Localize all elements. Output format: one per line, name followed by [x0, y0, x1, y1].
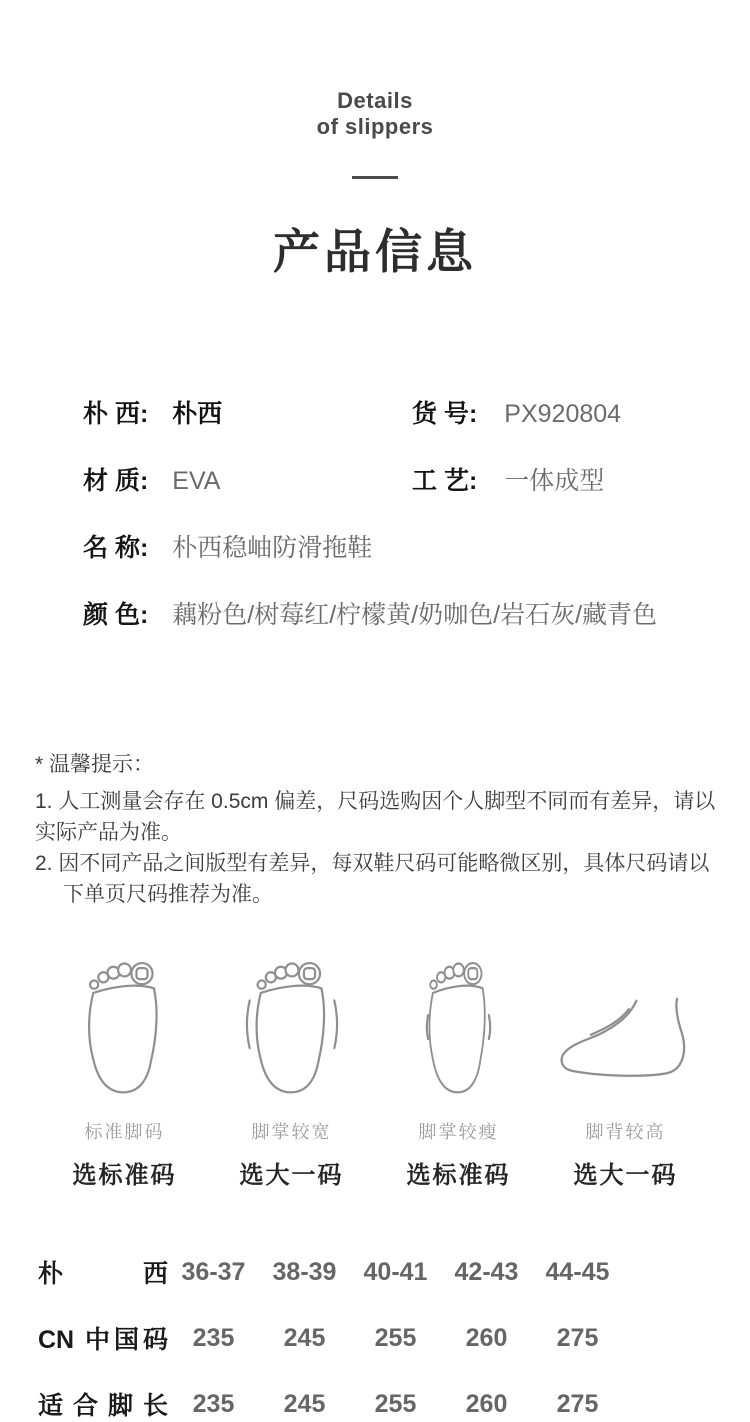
page-title: 产品信息	[273, 225, 477, 278]
foot-guide-section	[0, 956, 750, 1190]
size-cell: 245	[283, 1389, 326, 1418]
product-info-section	[0, 394, 750, 631]
size-cell: 275	[556, 1389, 599, 1418]
english-subtitle-line2: of slippers	[316, 114, 434, 139]
size-table-row-cn	[38, 1320, 750, 1356]
size-row-label: CN 中国码	[38, 1326, 168, 1354]
size-cell: 260	[465, 1389, 508, 1418]
size-cell: 255	[374, 1323, 417, 1352]
footprint-wide-icon	[244, 958, 340, 1096]
tips-section	[0, 749, 750, 910]
size-cell: 44-45	[545, 1257, 610, 1286]
foot-art-high-instep	[555, 956, 697, 1096]
foot-type-label: 脚掌较瘦	[418, 1122, 499, 1142]
size-table	[0, 1254, 750, 1422]
size-table-row-sizes	[38, 1254, 750, 1290]
size-cell: 235	[192, 1389, 235, 1418]
size-cell: 36-37	[181, 1257, 246, 1286]
foot-guide-high-instep	[542, 956, 709, 1190]
foot-advice-label: 选标准码	[72, 1162, 177, 1189]
foot-guide-narrow	[375, 956, 542, 1190]
tips-title: * 温馨提示：	[35, 753, 155, 776]
footprint-standard-icon	[83, 958, 166, 1096]
divider-line	[352, 176, 398, 179]
size-cell: 235	[192, 1323, 235, 1352]
tips-item-1: 1. 人工测量会存在 0.5cm 偏差，尺码选购因个人脚型不同而有差异，请以实际产品为准。	[35, 790, 716, 844]
info-row-4	[83, 595, 750, 631]
craft-field	[412, 461, 604, 497]
item-no-value: PX920804	[504, 400, 622, 428]
brand-field	[83, 394, 412, 430]
size-cell: 42-43	[454, 1257, 519, 1286]
material-value: EVA	[172, 467, 221, 495]
name-value: 朴西稳岫防滑拖鞋	[172, 534, 373, 562]
foot-guide-standard	[41, 956, 208, 1190]
english-subtitle	[0, 0, 750, 140]
info-row-2	[83, 461, 750, 497]
foot-guide-wide	[208, 956, 375, 1190]
material-label: 材 质:	[83, 467, 149, 495]
foot-advice-label: 选大一码	[573, 1162, 678, 1189]
foot-type-label: 脚背较高	[585, 1122, 666, 1142]
foot-advice-label: 选大一码	[239, 1162, 344, 1189]
foot-advice-label: 选标准码	[406, 1162, 511, 1189]
brand-label: 朴 西:	[83, 400, 149, 428]
foot-art-standard	[83, 956, 166, 1096]
tips-item-2: 2. 因不同产品之间版型有差异，每双鞋尺码可能略微区别，具体尺码请以下单页尺码推荐为准。	[35, 852, 710, 906]
color-value: 藕粉色/树莓红/柠檬黄/奶咖色/岩石灰/藏青色	[172, 601, 658, 629]
craft-value: 一体成型	[504, 467, 605, 495]
foot-type-label: 脚掌较宽	[251, 1122, 332, 1142]
color-field	[83, 595, 657, 631]
color-label: 颜 色:	[83, 601, 149, 629]
info-row-1	[83, 394, 750, 430]
size-table-row-footlength	[38, 1386, 750, 1422]
size-cell: 40-41	[363, 1257, 428, 1286]
item-no-label: 货 号:	[412, 400, 478, 428]
foot-high-instep-icon	[555, 995, 697, 1082]
foot-type-label: 标准脚码	[84, 1122, 165, 1142]
foot-art-narrow	[417, 956, 500, 1096]
brand-value: 朴西	[172, 400, 223, 428]
size-cell: 260	[465, 1323, 508, 1352]
info-row-3	[83, 528, 750, 564]
size-row-label: 朴 西	[38, 1260, 168, 1288]
size-row-label: 适 合 脚 长	[38, 1392, 168, 1420]
size-cell: 275	[556, 1323, 599, 1352]
size-cell: 38-39	[272, 1257, 337, 1286]
item-no-field	[412, 394, 621, 430]
craft-label: 工 艺:	[412, 467, 478, 495]
foot-art-wide	[244, 956, 340, 1096]
english-subtitle-line1: Details	[337, 88, 413, 113]
footprint-narrow-icon	[417, 958, 500, 1096]
material-field	[83, 461, 412, 497]
size-cell: 245	[283, 1323, 326, 1352]
name-field	[83, 528, 372, 564]
name-label: 名 称:	[83, 534, 149, 562]
size-cell: 255	[374, 1389, 417, 1418]
